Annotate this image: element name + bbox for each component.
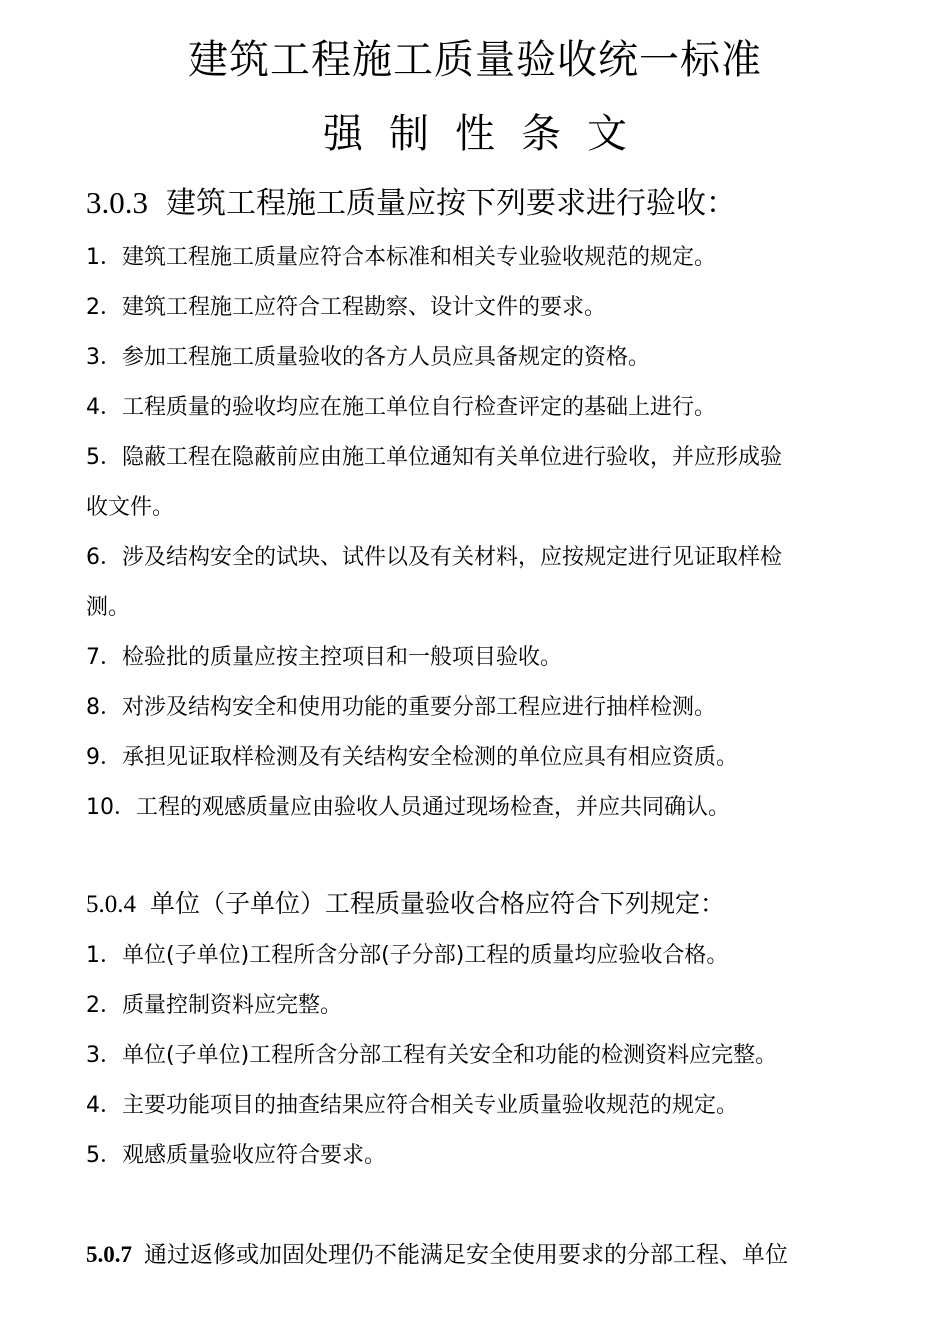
- list-item: 8．对涉及结构安全和使用功能的重要分部工程应进行抽样检测。: [86, 695, 716, 720]
- list-item: 3．单位(子单位)工程所含分部工程有关安全和功能的检测资料应完整。: [86, 1043, 778, 1068]
- list-item: 5．观感质量验收应符合要求。: [86, 1143, 386, 1168]
- list-item: 2．质量控制资料应完整。: [86, 993, 342, 1018]
- list-item: 10．工程的观感质量应由验收人员通过现场检查，并应共同确认。: [86, 795, 730, 820]
- list-item: 9．承担见证取样检测及有关结构安全检测的单位应具有相应资质。: [86, 745, 738, 770]
- section-heading-text: 建筑工程施工质量应按下列要求进行验收：: [166, 186, 736, 221]
- list-item: 5．隐蔽工程在隐蔽前应由施工单位通知有关单位进行验收，并应形成验: [86, 445, 782, 470]
- section-heading-text: 通过返修或加固处理仍不能满足安全使用要求的分部工程、单位: [144, 1242, 788, 1268]
- section-heading-5-0-4: [86, 884, 725, 920]
- section-number: 5.0.7: [86, 1242, 132, 1267]
- list-item-continuation: 测。: [86, 595, 131, 620]
- list-item-continuation: 收文件。: [86, 495, 175, 520]
- list-item: 4．工程质量的验收均应在施工单位自行检查评定的基础上进行。: [86, 395, 716, 420]
- section-number: 5.0.4: [86, 891, 136, 918]
- list-item: 1．建筑工程施工质量应符合本标准和相关专业验收规范的规定。: [86, 245, 716, 270]
- section-heading-5-0-7: [86, 1236, 788, 1269]
- list-item: 3．参加工程施工质量验收的各方人员应具备规定的资格。: [86, 345, 650, 370]
- list-item: 2．建筑工程施工应符合工程勘察、设计文件的要求。: [86, 295, 606, 320]
- list-item: 7．检验批的质量应按主控项目和一般项目验收。: [86, 645, 562, 670]
- list-item: 1．单位(子单位)工程所含分部(子分部)工程的质量均应验收合格。: [86, 943, 729, 968]
- document-title: 建筑工程施工质量验收统一标准: [188, 37, 762, 83]
- list-item: 4．主要功能项目的抽查结果应符合相关专业质量验收规范的规定。: [86, 1093, 738, 1118]
- section-heading-3-0-3: [86, 178, 736, 222]
- section-number: 3.0.3: [86, 185, 148, 220]
- section-heading-text: 单位（子单位）工程质量验收合格应符合下列规定：: [150, 889, 726, 918]
- document-subtitle: 强制性条文: [323, 111, 653, 157]
- list-item: 6．涉及结构安全的试块、试件以及有关材料，应按规定进行见证取样检: [86, 545, 782, 570]
